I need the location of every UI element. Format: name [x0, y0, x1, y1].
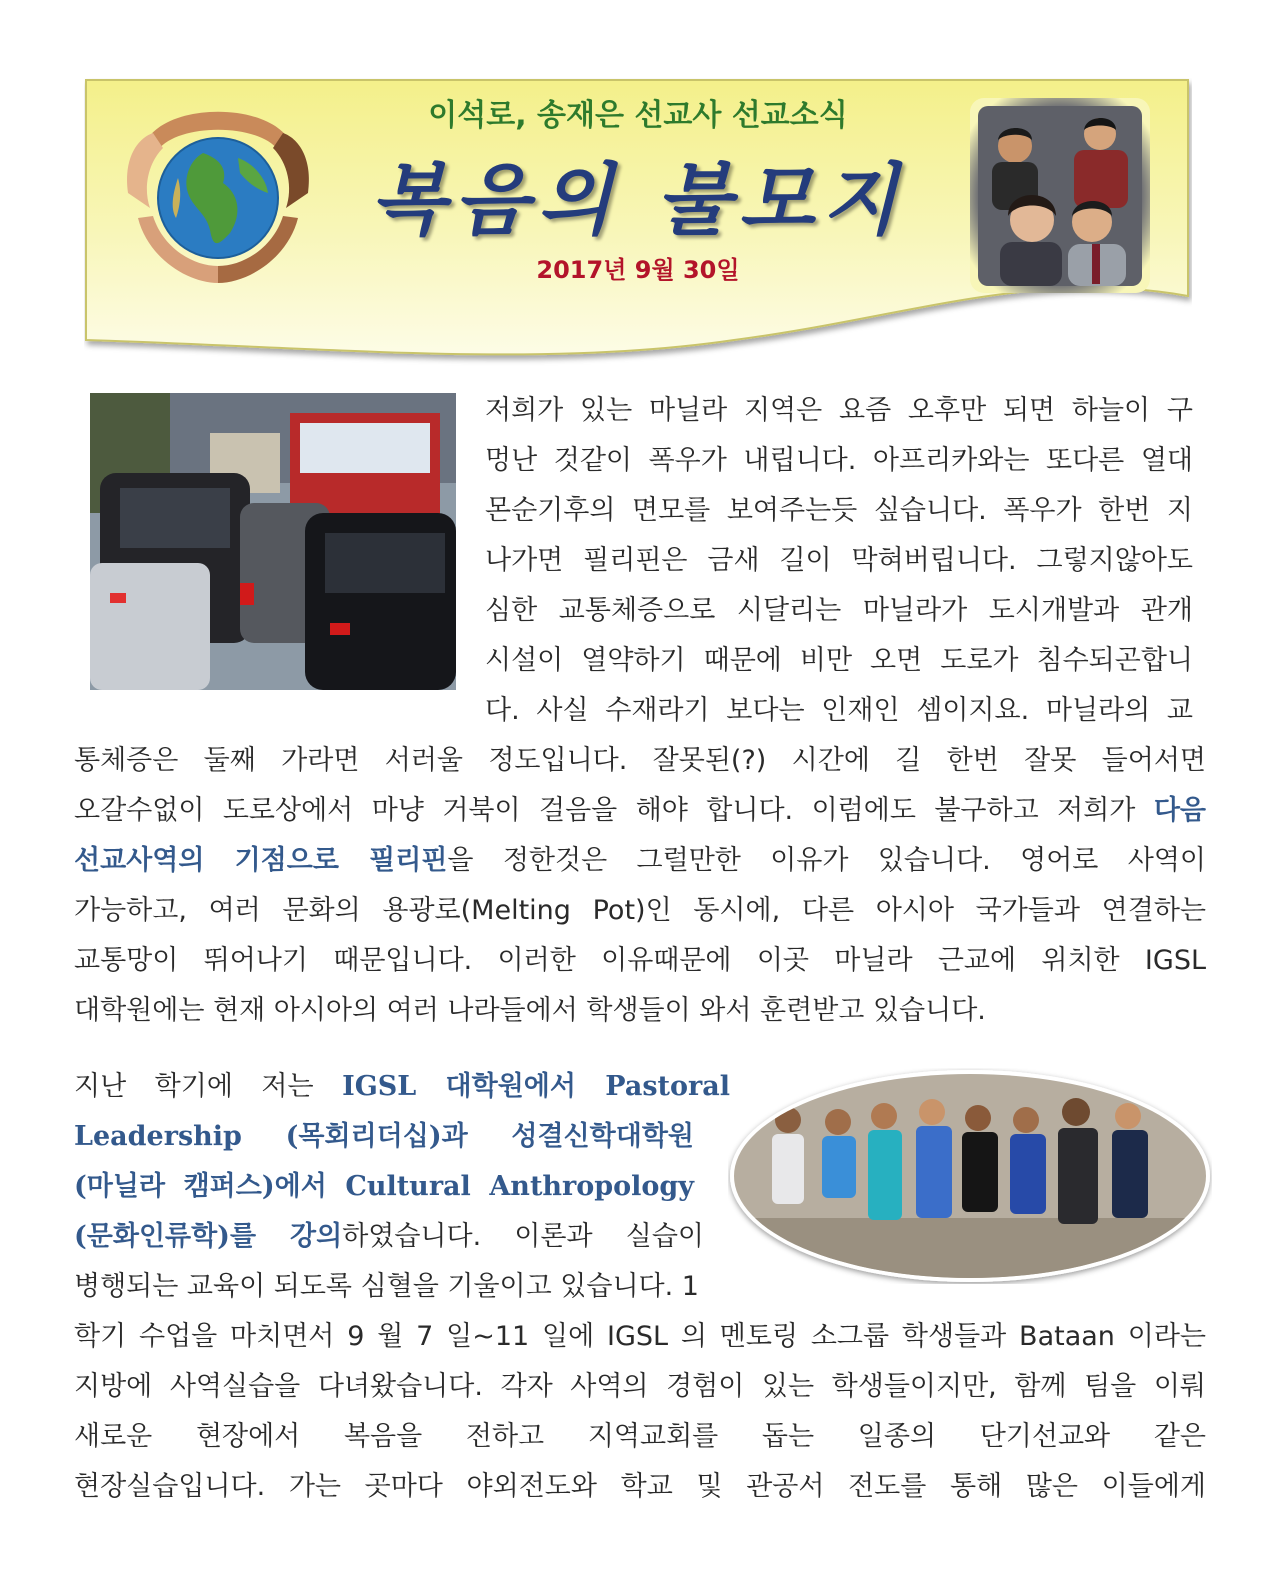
text-span: 을 정한것은 그럴만한 이유가 있습니다. 영어로 사역이 [447, 845, 1206, 876]
highlight-text: 다음 [1153, 795, 1206, 826]
section1-text-full [74, 736, 1206, 1036]
family-photo [970, 98, 1150, 293]
traffic-jam-photo [90, 393, 456, 690]
text-line [74, 1112, 694, 1162]
section1-text [485, 386, 1193, 736]
highlight-text: Leadership (목회리더십)과 성결신학대학원 [74, 1121, 694, 1152]
text-line: 멍난 것같이 폭우가 내립니다. 아프리카와는 또다른 열대 [485, 445, 1193, 476]
text-span: 지난 학기에 저는 [74, 1071, 343, 1102]
text-line: 심한 교통체증으로 시달리는 마닐라가 도시개발과 관개 [485, 595, 1193, 626]
newsletter-date: 2017년 9월 30일 [536, 256, 740, 284]
section2-text-wrap [74, 1062, 730, 1312]
text-line: 교통망이 뛰어나기 때문입니다. 이러한 이유때문에 이곳 마닐라 근교에 위치한 IGSL [74, 945, 1206, 976]
newsletter-subtitle: 이석로, 송재은 선교사 선교소식 [428, 98, 848, 133]
text-line: 현장실습입니다. 가는 곳마다 야외전도와 학교 및 관공서 전도를 통해 많은 이들에게 [74, 1471, 1206, 1502]
group-photo [728, 1068, 1212, 1284]
highlight-text: (마닐라 캠퍼스)에서 Cultural Anthropology [74, 1171, 694, 1202]
text-line: 학기 수업을 마치면서 9 월 7 일~11 일에 IGSL 의 멘토링 소그룹 학생들과 Bataan 이라는 [74, 1321, 1206, 1352]
section2-text-full [74, 1312, 1206, 1512]
text-line: 병행되는 교육이 되도록 심혈을 기울이고 있습니다. 1 [74, 1271, 699, 1302]
text-line [74, 836, 1206, 886]
text-line: 통체증은 둘째 가라면 서러울 정도입니다. 잘못된(?) 시간에 길 한번 잘못 들어서면 [74, 745, 1206, 776]
newsletter-title: 복음의 불모지 [370, 155, 906, 246]
text-line: 지방에 사역실습을 다녀왔습니다. 각자 사역의 경험이 있는 학생들이지만, 함께 팀을 이뤄 [74, 1371, 1206, 1402]
highlight-text: 선교사역의 기점으로 필리핀 [74, 845, 448, 876]
text-line [74, 1062, 730, 1112]
highlight-text: (문화인류학)를 강의 [74, 1221, 343, 1252]
text-line [74, 1212, 704, 1262]
text-line [74, 1162, 694, 1212]
text-line: 저희가 있는 마닐라 지역은 요즘 오후만 되면 하늘이 구 [485, 395, 1193, 426]
text-span: 하였습니다. 이론과 실습이 [342, 1221, 704, 1252]
text-line: 다. 사실 수재라기 보다는 인재인 셈이지요. 마닐라의 교 [485, 695, 1193, 726]
text-span: 오갈수없이 도로상에서 마냥 거북이 걸음을 해야 합니다. 이럼에도 불구하고 저희가 [74, 795, 1154, 826]
text-line: 몬순기후의 면모를 보여주는듯 싶습니다. 폭우가 한번 지 [485, 495, 1193, 526]
text-line: 대학원에는 현재 아시아의 여러 나라들에서 학생들이 와서 훈련받고 있습니다. [74, 995, 986, 1026]
text-line: 시설이 열약하기 때문에 비만 오면 도로가 침수되곤합니 [485, 645, 1193, 676]
highlight-text: IGSL 대학원에서 Pastoral [342, 1071, 730, 1102]
text-line: 새로운 현장에서 복음을 전하고 지역교회를 돕는 일종의 단기선교와 같은 [74, 1421, 1206, 1452]
text-line: 가능하고, 여러 문화의 용광로(Melting Pot)인 동시에, 다른 아시아 국가들과 연결하는 [74, 895, 1206, 926]
newsletter-banner [84, 78, 1192, 368]
text-line [74, 786, 1206, 836]
text-line: 나가면 필리핀은 금새 길이 막혀버립니다. 그렇지않아도 [485, 545, 1193, 576]
